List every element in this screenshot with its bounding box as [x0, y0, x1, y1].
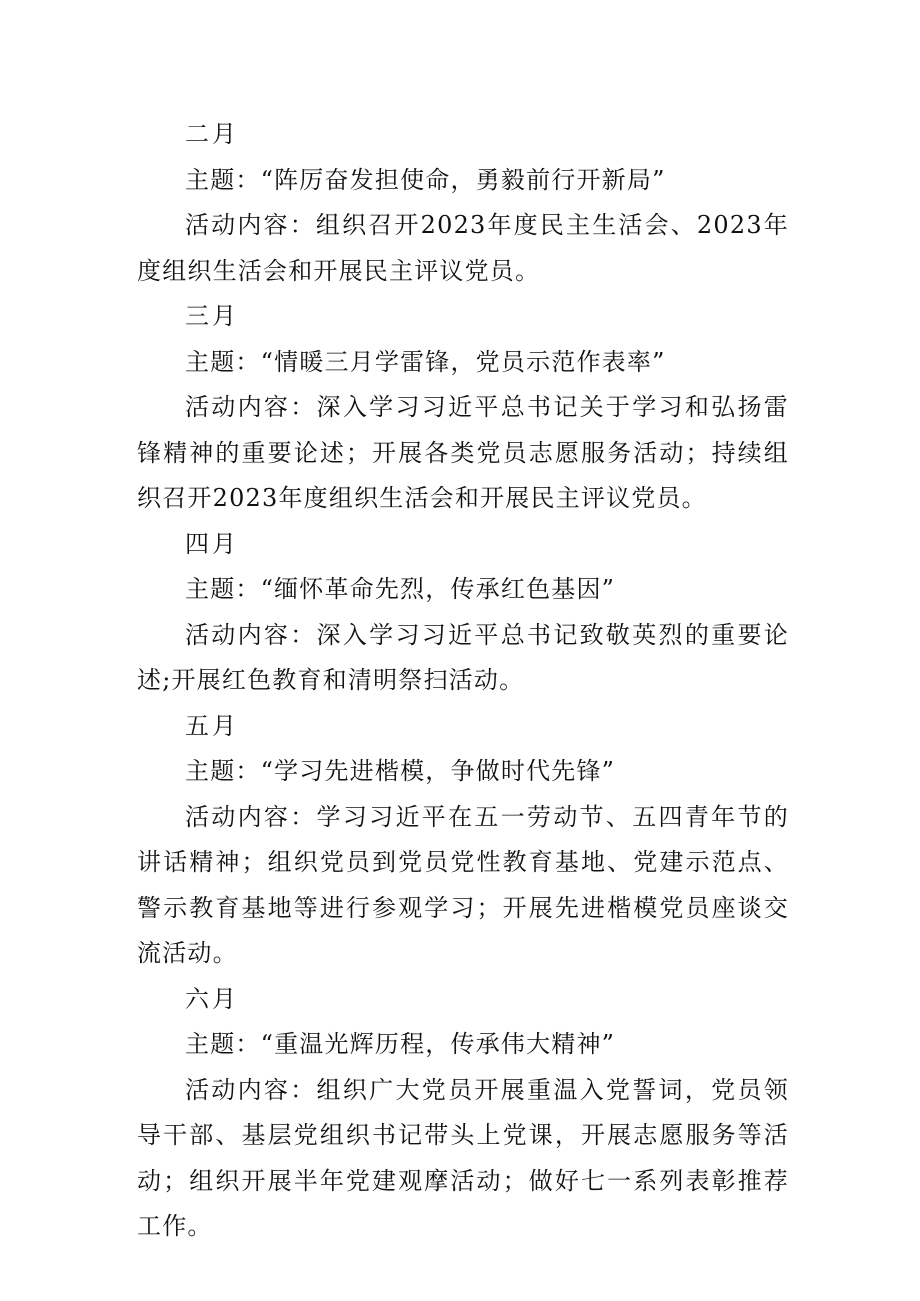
section-march [137, 294, 789, 522]
theme-line: 主题：“学习先进楷模，争做时代先锋” [185, 757, 616, 785]
month-heading: 六月 [185, 984, 239, 1013]
activity-content: 活动内容：组织召开2023年度民主生活会、2023年度组织生活会和开展民主评议党员。 [137, 211, 789, 285]
month-heading: 三月 [185, 302, 239, 330]
section-june [137, 977, 789, 1250]
activity-content: 活动内容：深入学习习近平总书记关于学习和弘扬雷锋精神的重要论述；开展各类党员志愿服务活动；持续组织召开2023年度组织生活会和开展民主评议党员。 [137, 393, 789, 512]
document-page [137, 112, 789, 1250]
theme-line: 主题：“重温光辉历程，传承伟大精神” [185, 1030, 616, 1058]
activity-content: 活动内容：深入学习习近平总书记致敬英烈的重要论述;开展红色教育和清明祭扫活动。 [137, 620, 789, 694]
month-heading: 二月 [185, 120, 239, 148]
activity-content: 活动内容：组织广大党员开展重温入党誓词，党员领导干部、基层党组织书记带头上党课，开展志愿服务等活动；组织开展半年党建观摩活动；做好七一系列表彰推荐工作。 [137, 1075, 789, 1240]
section-february [137, 112, 789, 294]
section-april [137, 522, 789, 704]
activity-content: 活动内容：学习习近平在五一劳动节、五四青年节的讲话精神；组织党员到党员党性教育基地、党建示范点、警示教育基地等进行参观学习；开展先进楷模党员座谈交流活动。 [137, 802, 789, 967]
month-heading: 五月 [185, 711, 239, 740]
month-heading: 四月 [185, 529, 239, 558]
section-may [137, 704, 789, 977]
theme-line: 主题：“阵厉奋发担使命，勇毅前行开新局” [185, 165, 666, 194]
theme-line: 主题：“情暖三月学雷锋，党员示范作表率” [185, 347, 666, 376]
theme-line: 主题：“缅怀革命先烈，传承红色基因” [185, 575, 616, 603]
